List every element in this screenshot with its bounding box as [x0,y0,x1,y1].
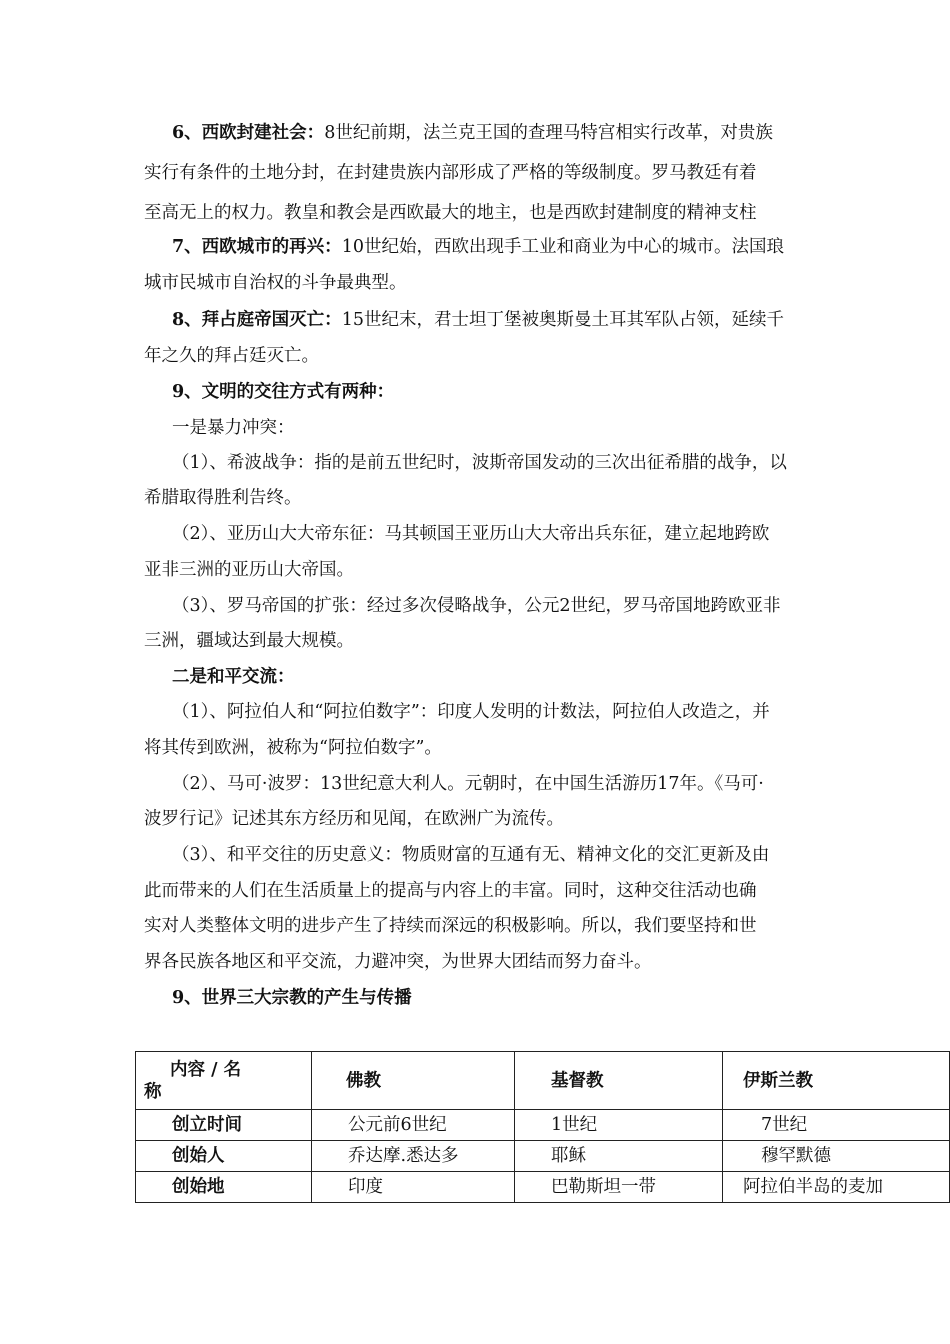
paragraph-8-line-1: 8、拜占庭帝国灭亡：15世纪末，君士坦丁堡被奥斯曼土耳其军队占领，延续千 [172,310,784,330]
violence-item-1-line-1: （1）、希波战争：指的是前五世纪时，波斯帝国发动的三次出征希腊的战争，以 [172,453,787,473]
paragraph-6-line-2: 实行有条件的土地分封，在封建贵族内部形成了严格的等级制度。罗马教廷有着 [144,163,757,183]
violence-item-3-line-1: （3）、罗马帝国的扩张：经过多次侵略战争，公元2世纪，罗马帝国地跨欧亚非 [172,596,781,616]
violence-item-2-line-2: 亚非三洲的亚历山大帝国。 [144,560,354,580]
header-cell-islam: 伊斯兰教 [723,1052,950,1110]
violence-item-2-line-1: （2）、亚历山大大帝东征：马其顿国王亚历山大大帝出兵东征，建立起地跨欧 [172,524,770,544]
peace-item-2-line-1: （2）、马可·波罗：13世纪意大利人。元朝时，在中国生活游历17年。《马可· [172,774,764,794]
peace-item-1-line-2: 将其传到欧洲，被称为“阿拉伯数字”。 [144,738,442,758]
header-cell-content: 内容 / 名 称 [136,1052,312,1110]
section-6-heading: 6、西欧封建社会： [172,123,325,143]
table-row [136,1172,950,1203]
paragraph-8-line-2: 年之久的拜占廷灭亡。 [144,346,319,366]
table-header-row [136,1052,950,1110]
table-cell: 穆罕默德 [723,1141,950,1172]
violence-item-1-line-2: 希腊取得胜利告终。 [144,488,302,508]
row-label: 创始地 [136,1172,312,1203]
table-cell: 乔达摩.悉达多 [312,1141,515,1172]
peace-subheading: 二是和平交流： [172,667,295,687]
paragraph-6-line-3: 至高无上的权力。教皇和教会是西欧最大的地主，也是西欧封建制度的精神支柱 [144,203,757,223]
paragraph-7-line-1: 7、西欧城市的再兴：10世纪始，西欧出现手工业和商业为中心的城市。法国琅 [172,237,784,257]
table-cell: 1世纪 [515,1110,723,1141]
peace-item-1-line-1: （1）、阿拉伯人和“阿拉伯数字”：印度人发明的计数法，阿拉伯人改造之，并 [172,702,770,722]
header-cell-christianity: 基督教 [515,1052,723,1110]
table-row [136,1110,950,1141]
table-cell: 7世纪 [723,1110,950,1141]
row-label: 创立时间 [136,1110,312,1141]
violence-subheading: 一是暴力冲突： [172,418,295,438]
section-9-heading: 9、文明的交往方式有两种： [172,382,395,402]
table-cell: 阿拉伯半岛的麦加 [723,1172,950,1203]
paragraph-7-line-2: 城市民城市自治权的斗争最典型。 [144,273,407,293]
peace-item-3-line-1: （3）、和平交往的历史意义：物质财富的互通有无、精神文化的交汇更新及由 [172,845,770,865]
header-cell-buddhism: 佛教 [312,1052,515,1110]
peace-item-3-line-2: 此而带来的人们在生活质量上的提高与内容上的丰富。同时，这种交往活动也确 [144,881,757,901]
religions-heading: 9、世界三大宗教的产生与传播 [172,988,412,1008]
peace-item-3-line-4: 界各民族各地区和平交流，力避冲突，为世界大团结而努力奋斗。 [144,952,652,972]
table-cell: 印度 [312,1172,515,1203]
table-row [136,1141,950,1172]
peace-item-2-line-2: 波罗行记》记述其东方经历和见闻，在欧洲广为流传。 [144,809,564,829]
section-7-heading: 7、西欧城市的再兴： [172,237,342,257]
table-cell: 巴勒斯坦一带 [515,1172,723,1203]
table-cell: 公元前6世纪 [312,1110,515,1141]
row-label: 创始人 [136,1141,312,1172]
religions-table [135,1051,950,1203]
violence-item-3-line-2: 三洲，疆域达到最大规模。 [144,631,354,651]
paragraph-6-line-1: 6、西欧封建社会：8世纪前期，法兰克王国的查理马特宫相实行改革，对贵族 [172,123,773,143]
section-8-heading: 8、拜占庭帝国灭亡： [172,310,342,330]
table-cell: 耶稣 [515,1141,723,1172]
peace-item-3-line-3: 实对人类整体文明的进步产生了持续而深远的积极影响。所以，我们要坚持和世 [144,916,757,936]
